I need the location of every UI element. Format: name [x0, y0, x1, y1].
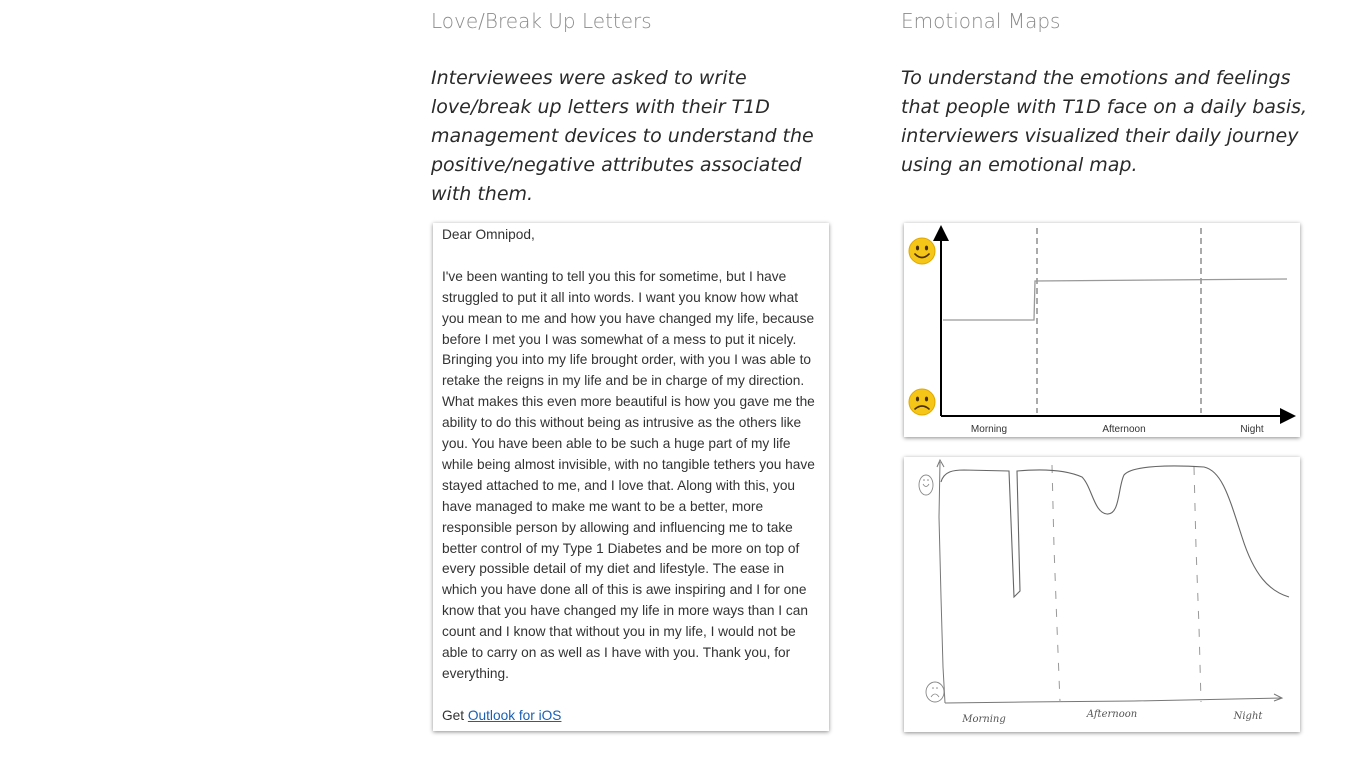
- maps-description: To understand the emotions and feelings that people with T1D face on a daily basis, interviewers visualized their daily journey using an emotional map.: [901, 67, 1308, 176]
- happy-face-icon: [909, 238, 935, 264]
- digital-map-svg: [904, 223, 1300, 437]
- letter-image: [433, 223, 829, 731]
- hand-smiley-icon: [919, 475, 933, 495]
- x-label-night: Night: [1240, 424, 1264, 435]
- letter-signature: [442, 706, 821, 727]
- outlook-link[interactable]: Outlook for iOS: [467, 707, 562, 723]
- hand-drawn-emotional-map: [904, 457, 1300, 732]
- hand-x-axis: [945, 698, 1282, 703]
- maps-title: Emotional Maps: [901, 9, 1061, 33]
- hand-label-night: Night: [1233, 711, 1263, 722]
- hand-divider-1: [1052, 465, 1060, 702]
- emotion-line: [943, 279, 1287, 320]
- hand-label-morning: Morning: [962, 714, 1006, 725]
- letters-title: Love/Break Up Letters: [431, 9, 652, 33]
- x-label-morning: Morning: [970, 424, 1008, 435]
- sad-face-icon: [909, 389, 935, 415]
- letter-body: I've been wanting to tell you this for sometime, but I have struggled to put it all into words. I want you know how what you mean to me and how you have changed my life, because before I met you I was somewhat of a mess to put it nicely. Bringing you into my life brought order, with you I was able to retake the reigns in my life and be in charge of my direction. What makes this even more beautiful is how you gave me the ability to do this without being as intrusive as the others like you. You have been able to be such a huge part of my life while being almost invisible, with no tangible tethers you have stayed attached to me, and I love that. Along with this, you have managed to make me want to be a better, more responsible person by allowing and influencing me to take better control of my Type 1 Diabetes and be more on top of every possible detail of my diet and lifestyle. The ease in which you have done all of this is awe inspiring and I for one know that you have changed my life in more ways than I can count and I know that without you in my life, I would not be able to carry on as well as I have with you. Thank you, for everything.: [442, 268, 815, 682]
- hand-label-afternoon: Afternoon: [1086, 709, 1138, 720]
- signature-prefix: Get: [442, 707, 465, 723]
- hand-divider-2: [1194, 467, 1201, 702]
- x-label-afternoon: Afternoon: [1102, 424, 1146, 435]
- letters-description: Interviewees were asked to write love/break up letters with their T1D management devices to understand the positive/negative attributes associated with them.: [431, 67, 814, 205]
- digital-emotional-map: [904, 223, 1300, 437]
- hand-emotion-curve: [941, 466, 1289, 597]
- letter-greeting: Dear Omnipod,: [442, 227, 535, 242]
- hand-frown-icon: [926, 682, 944, 702]
- hand-y-axis: [939, 462, 945, 703]
- hand-map-svg: [904, 457, 1300, 732]
